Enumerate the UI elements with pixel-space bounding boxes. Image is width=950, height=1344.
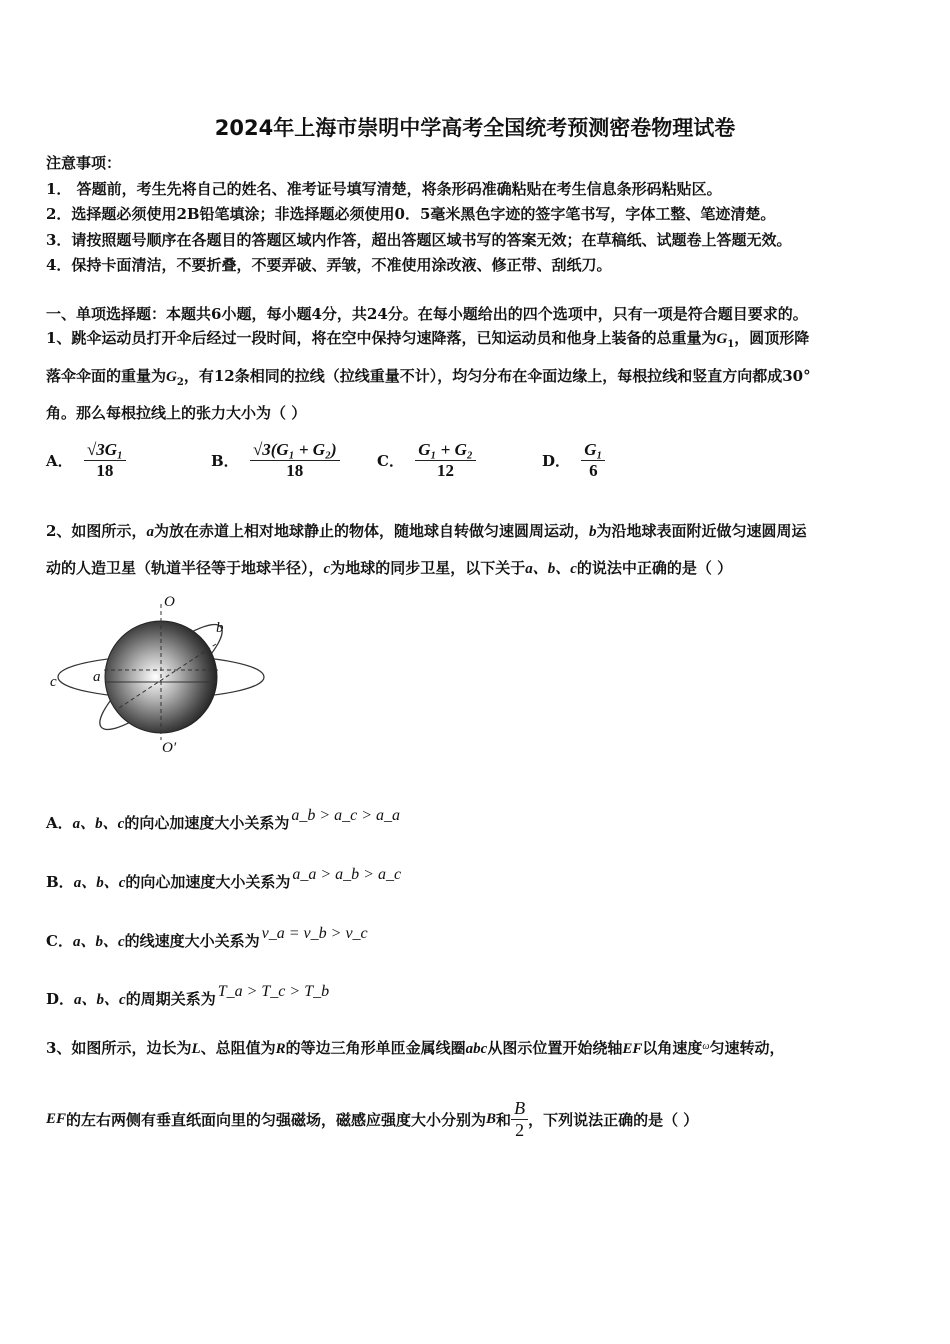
- label-o: O: [164, 594, 175, 610]
- question-3-line-1: 3、如图所示，边长为L、总阻值为R的等边三角形单匝金属线圈abc从图示位置开始绕轴EF以角速度$^\omega$匀速转动，: [46, 1039, 785, 1057]
- notice-item: 3．请按照题号顺序在各题目的答题区域内作答，超出答题区域书写的答案无效；在草稿纸、试题卷上答题无效。: [46, 231, 792, 249]
- label-b: b: [216, 620, 224, 636]
- fraction: $\frac{B}{2}$: [511, 1098, 528, 1141]
- option-label: A．: [46, 452, 73, 470]
- option-b[interactable]: [211, 440, 340, 490]
- section-heading: 一、单项选择题：本题共6小题，每小题4分，共24分。在每小题给出的四个选项中，只有一项是符合题目要求的。: [46, 305, 808, 323]
- fraction: $\frac{\text{G₁ + G₂}}{12}$: [415, 440, 476, 481]
- fraction: $\frac{\text{√3(G₁ + G₂)}}{18}$: [250, 440, 340, 481]
- option-a[interactable]: [46, 440, 126, 490]
- math-expression: v_a = v_b > v_c: [261, 925, 368, 942]
- option-label: B．: [211, 452, 239, 470]
- fraction: $\frac{\text{√3G₁}}{18}$: [84, 440, 126, 481]
- label-o-prime: O′: [162, 740, 177, 756]
- question-1-line-3: 角。那么每根拉线上的张力大小为（ ）: [46, 404, 307, 422]
- page-title: 2024年上海市崇明中学高考全国统考预测密卷物理试卷: [214, 116, 736, 140]
- question-2-line-1: 2、如图所示，a为放在赤道上相对地球静止的物体，随地球自转做匀速圆周运动，b为沿地球表面附近做匀速圆周运: [46, 522, 807, 540]
- notice-item: 4．保持卡面清洁，不要折叠，不要弄破、弄皱，不准使用涂改液、修正带、刮纸刀。: [46, 256, 612, 274]
- question-3-line-2: EF的左右两侧有垂直纸面向里的匀强磁场，磁感应强度大小分别为B和 $\frac{B}{2}$ ，下列说法正确的是（ ）: [46, 1098, 699, 1140]
- notice-item: 2．选择题必须使用2B铅笔填涂；非选择题必须使用0．5毫米黑色字迹的签字笔书写，字体工整、笔迹清楚。: [46, 205, 776, 223]
- fraction: $\frac{\text{G₁}}{6}$: [581, 440, 605, 481]
- notice-item: 1． 答题前，考生先将自己的姓名、准考证号填写清楚，将条形码准确粘贴在考生信息条形码粘贴区。: [46, 180, 722, 198]
- question-2-line-2: 动的人造卫星（轨道半径等于地球半径），c为地球的同步卫星，以下关于a、b、c的说法中正确的是（ ）: [46, 559, 733, 577]
- notice-heading: 注意事项：: [46, 154, 122, 172]
- option-d[interactable]: [542, 440, 605, 490]
- math-expression: T_a > T_c > T_b: [217, 983, 330, 1000]
- option-a[interactable]: A．a、b、c的向心加速度大小关系为 a_b > a_c > a_a: [46, 807, 401, 832]
- label-c: c: [50, 674, 57, 690]
- option-label: C．: [377, 452, 404, 470]
- math-expression: a_b > a_c > a_a: [291, 807, 401, 824]
- option-b[interactable]: B．a、b、c的向心加速度大小关系为 a_a > a_b > a_c: [46, 866, 402, 891]
- option-label: D．: [542, 452, 571, 470]
- question-1-line-1: 1、跳伞运动员打开伞后经过一段时间，将在空中保持匀速降落，已知运动员和他身上装备的总重量为$G_1$，圆顶形降: [46, 329, 810, 350]
- option-c[interactable]: [377, 440, 476, 490]
- question-1-line-2: 落伞伞面的重量为$G_2$，有12条相同的拉线（拉线重量不计），均匀分布在伞面边缘上，每根拉线和竖直方向都成30°: [46, 367, 811, 388]
- option-c[interactable]: C．a、b、c的线速度大小关系为 v_a = v_b > v_c: [46, 925, 368, 950]
- label-a: a: [93, 669, 101, 685]
- math-expression: a_a > a_b > a_c: [292, 866, 402, 883]
- earth-satellite-figure: [46, 590, 276, 760]
- option-d[interactable]: D．a、b、c的周期关系为 T_a > T_c > T_b: [46, 983, 330, 1008]
